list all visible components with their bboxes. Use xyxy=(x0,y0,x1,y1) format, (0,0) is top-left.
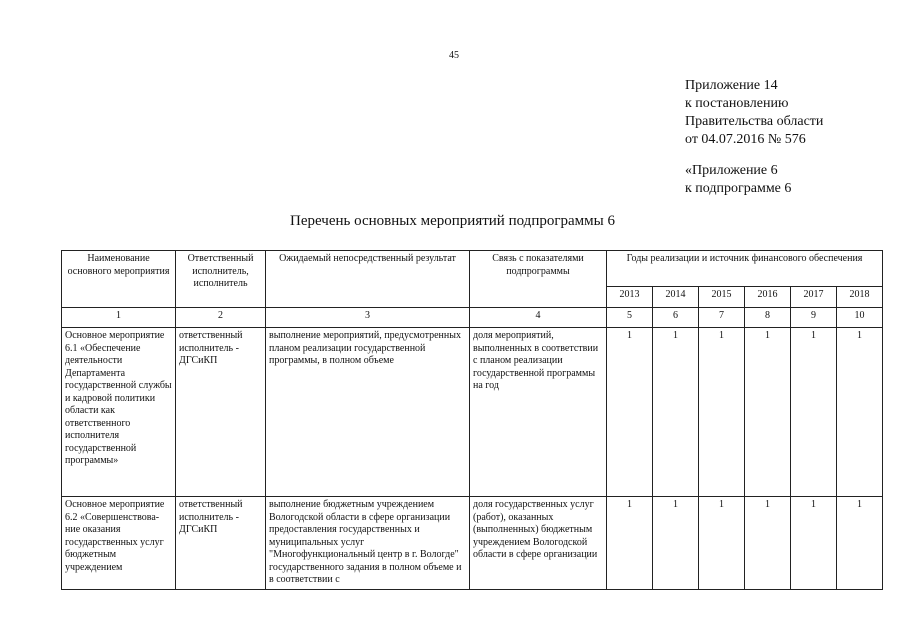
event-executor: ответственный исполнитель - ДГСиКП xyxy=(176,497,266,590)
column-number: 8 xyxy=(745,308,791,328)
year-value: 1 xyxy=(837,328,883,497)
header-name: Наименование основного мероприятия xyxy=(62,251,176,308)
spacer xyxy=(685,149,823,162)
header-years-group: Годы реализации и источник финансового обеспечения xyxy=(607,251,883,287)
year-value: 1 xyxy=(745,328,791,497)
year-value: 1 xyxy=(607,497,653,590)
appendix-line: Приложение 14 xyxy=(685,78,778,93)
appendix-line: «Приложение 6 xyxy=(685,163,778,178)
appendix-block xyxy=(685,77,823,198)
table-row xyxy=(62,328,883,497)
year-cell: 2018 xyxy=(837,287,883,308)
appendix-line: от 04.07.2016 № 576 xyxy=(685,132,806,147)
header-executor: Ответственный исполнитель, исполнитель xyxy=(176,251,266,308)
appendix-line: к подпрограмме 6 xyxy=(685,181,792,196)
year-value: 1 xyxy=(699,328,745,497)
appendix-line: Правительства области xyxy=(685,114,824,129)
event-executor: ответственный исполнитель - ДГСиКП xyxy=(176,328,266,497)
event-indicator: доля государственных услуг (работ), оказанных (выполненных) бюджетным учреждением Вологодской области в сфере организации xyxy=(470,497,607,590)
column-number-row xyxy=(62,308,883,328)
year-cell: 2017 xyxy=(791,287,837,308)
column-number: 5 xyxy=(607,308,653,328)
event-name: Основное мероприятие 6.1 «Обеспечение деятельности Департамента государственной службы и кадровой политики области как ответственного исполнителя государственной программы» xyxy=(62,328,176,497)
year-value: 1 xyxy=(745,497,791,590)
year-value: 1 xyxy=(837,497,883,590)
header-indicators: Связь с показателями подпрограммы xyxy=(470,251,607,308)
column-number: 9 xyxy=(791,308,837,328)
column-number: 10 xyxy=(837,308,883,328)
year-cell: 2015 xyxy=(699,287,745,308)
header-result: Ожидаемый непосредственный результат xyxy=(266,251,470,308)
year-cell: 2014 xyxy=(653,287,699,308)
column-number: 6 xyxy=(653,308,699,328)
event-name: Основное мероприятие 6.2 «Совершенствова-ние оказания государственных услуг бюджетным учреждением xyxy=(62,497,176,590)
year-cell: 2016 xyxy=(745,287,791,308)
year-cell: 2013 xyxy=(607,287,653,308)
year-value: 1 xyxy=(653,497,699,590)
year-value: 1 xyxy=(699,497,745,590)
column-number: 7 xyxy=(699,308,745,328)
events-table xyxy=(61,250,883,590)
table-row xyxy=(62,497,883,590)
column-number: 2 xyxy=(176,308,266,328)
header-row xyxy=(62,251,883,287)
event-result: выполнение бюджетным учреждением Вологодской области в сфере организации предоставления государственных и муниципальных услуг "Многофункциональный центр в г. Вологде" государственного задания в полном объеме и в соответствии с xyxy=(266,497,470,590)
column-number: 1 xyxy=(62,308,176,328)
column-number: 4 xyxy=(470,308,607,328)
year-value: 1 xyxy=(791,497,837,590)
document-title: Перечень основных мероприятий подпрограммы 6 xyxy=(290,213,615,229)
column-number: 3 xyxy=(266,308,470,328)
page-number: 45 xyxy=(449,50,459,61)
year-value: 1 xyxy=(607,328,653,497)
year-value: 1 xyxy=(791,328,837,497)
event-indicator: доля мероприятий, выполненных в соответствии с планом реализации государственной программы на год xyxy=(470,328,607,497)
appendix-line: к постановлению xyxy=(685,96,789,111)
year-value: 1 xyxy=(653,328,699,497)
event-result: выполнение мероприятий, предусмотренных планом реализации государственной программы, в полном объеме xyxy=(266,328,470,497)
